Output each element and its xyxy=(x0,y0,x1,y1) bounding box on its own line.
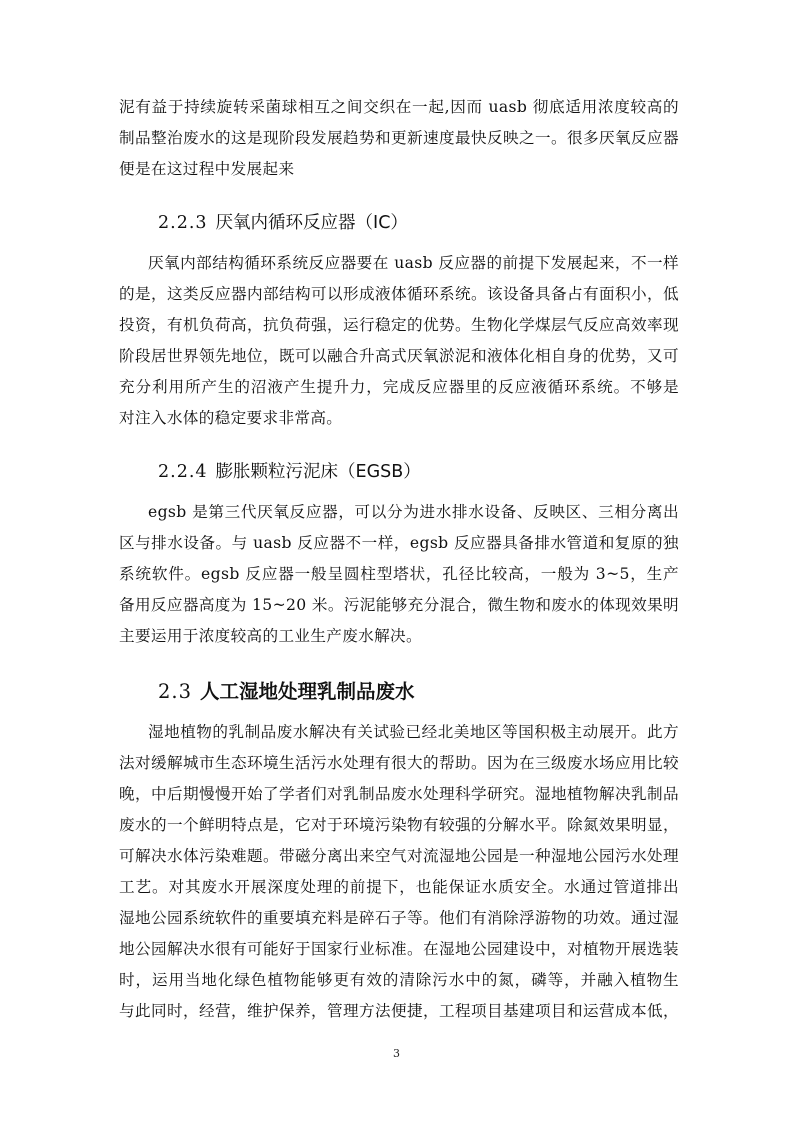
paragraph-line: 区与排水设备。与 uasb 反应器不一样，egsb 反应器具备排水管道和复原的独 xyxy=(119,534,679,552)
section-heading-2-2-4 xyxy=(158,461,421,483)
paragraph-line: 厌氧内部结构循环系统反应器要在 uasb 反应器的前提下发展起来，不一样 xyxy=(148,254,679,272)
paragraph-line: 投资，有机负荷高，抗负荷强，运行稳定的优势。生物化学煤层气反应高效率现 xyxy=(119,316,679,334)
paragraph-line: 主要运用于浓度较高的工业生产废水解决。 xyxy=(119,627,422,645)
section-heading-2-2-3 xyxy=(158,212,408,234)
paragraph-line: 晚，中后期慢慢开始了学者们对乳制品废水处理科学研究。湿地植物解决乳制品 xyxy=(119,785,679,803)
paragraph-line: 地公园解决水很有可能好于国家行业标准。在湿地公园建设中，对植物开展选装 xyxy=(119,940,679,958)
paragraph-line: 湿地植物的乳制品废水解决有关试验已经北美地区等国积极主动展开。此方 xyxy=(148,723,679,741)
paragraph-line: 工艺。对其废水开展深度处理的前提下，也能保证水质安全。水通过管道排出 xyxy=(119,878,679,896)
section-title: 人工湿地处理乳制品废水 xyxy=(200,680,415,703)
paragraph-line: 湿地公园系统软件的重要填充料是碎石子等。他们有消除浮游物的功效。通过湿 xyxy=(119,909,679,927)
paragraph-line: 废水的一个鲜明特点是，它对于环境污染物有较强的分解水平。除氮效果明显， xyxy=(119,816,679,834)
paragraph-line: 系统软件。egsb 反应器一般呈圆柱型塔状，孔径比较高，一般为 3~5，生产 xyxy=(119,565,679,583)
section-number: 2.3 xyxy=(158,680,193,703)
section-heading-2-3 xyxy=(158,680,415,704)
section-number: 2.2.4 xyxy=(158,462,208,482)
section-number: 2.2.3 xyxy=(158,213,208,233)
intro-line-1: 泥有益于持续旋转采菌球相互之间交织在一起,因而 uasb 彻底适用浓度较高的 xyxy=(119,98,679,116)
intro-line-2: 制品整治废水的这是现阶段发展趋势和更新速度最快反映之一。很多厌氧反应器 xyxy=(119,129,679,147)
paragraph-line: egsb 是第三代厌氧反应器，可以分为进水排水设备、反映区、三相分离出 xyxy=(148,503,679,521)
page-number: 3 xyxy=(393,1047,400,1060)
paragraph-line: 与此同时，经营，维护保养，管理方法便捷，工程项目基建项目和运营成本低， xyxy=(119,1002,679,1020)
paragraph-line: 阶段居世界领先地位，既可以融合升高式厌氧淤泥和液体化相自身的优势，又可 xyxy=(119,347,679,365)
intro-line-3: 便是在这过程中发展起来 xyxy=(119,160,295,178)
paragraph-line: 时，运用当地化绿色植物能够更有效的清除污水中的氮，磷等，并融入植物生 xyxy=(119,971,679,989)
section-title: 厌氧内循环反应器（IC） xyxy=(215,213,408,233)
paragraph-line: 充分利用所产生的沼液产生提升力，完成反应器里的反应液循环系统。不够是 xyxy=(119,378,679,396)
paragraph-line: 的是，这类反应器内部结构可以形成液体循环系统。该设备具备占有面积小，低 xyxy=(119,285,679,303)
paragraph-line: 法对缓解城市生态环境生活污水处理有很大的帮助。因为在三级废水场应用比较 xyxy=(119,754,679,772)
paragraph-line: 备用反应器高度为 15~20 米。污泥能够充分混合，微生物和废水的体现效果明 xyxy=(119,596,679,614)
paragraph-line: 对注入水体的稳定要求非常高。 xyxy=(119,409,343,427)
paragraph-line: 可解决水体污染难题。带磁分离出来空气对流湿地公园是一种湿地公园污水处理 xyxy=(119,847,679,865)
section-title: 膨胀颗粒污泥床（EGSB） xyxy=(215,462,421,482)
